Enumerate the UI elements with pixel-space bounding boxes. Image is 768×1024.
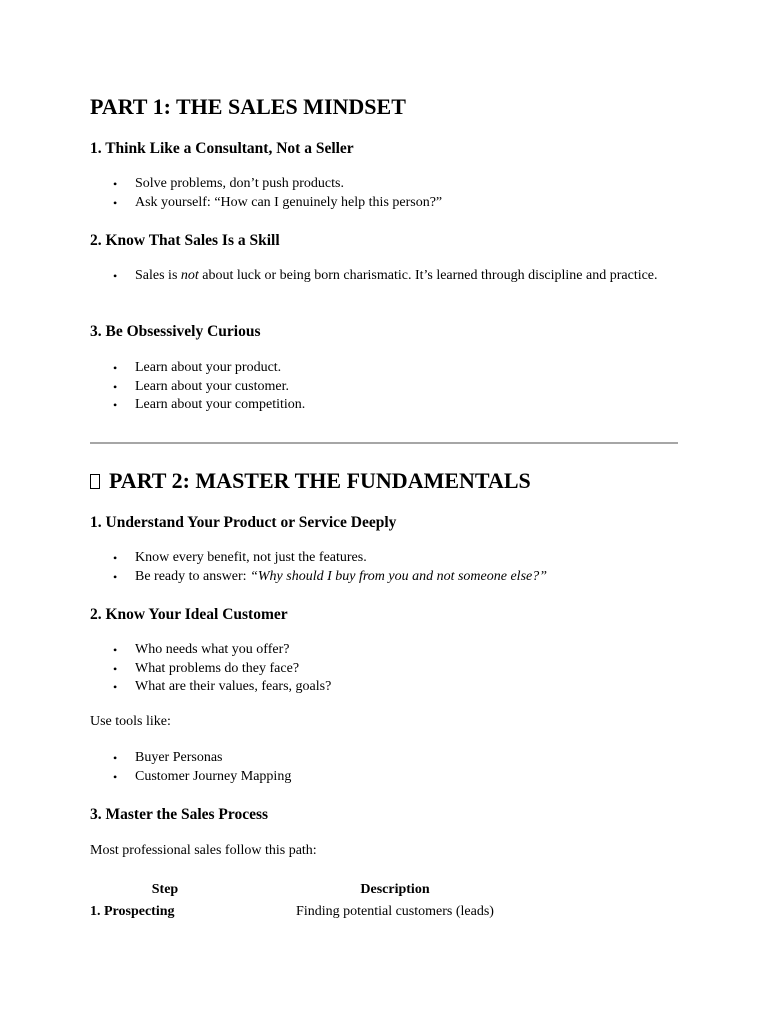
bullet-icon: • <box>113 177 118 191</box>
column-header: Description <box>360 882 430 897</box>
bullet-icon: • <box>113 551 118 565</box>
section-heading: 3. Be Obsessively Curious <box>90 323 261 340</box>
list-item: • Learn about your customer. <box>90 378 690 397</box>
bullet-icon: • <box>113 361 118 375</box>
column-header: Step <box>151 882 179 897</box>
part1-title: PART 1: THE SALES MINDSET <box>90 94 406 119</box>
bullet-icon: • <box>113 195 118 210</box>
list-item: • Who needs what you offer? <box>90 641 690 660</box>
list-item: • What problems do they face? <box>90 660 690 679</box>
bullet-icon: • <box>113 643 118 657</box>
bullet-list <box>90 175 690 212</box>
list-item: • Ask yourself: “How can I genuinely help this person?” <box>90 194 690 213</box>
bullet-icon: • <box>113 379 118 394</box>
section-heading: 3. Master the Sales Process <box>90 806 269 823</box>
bullet-icon: • <box>113 661 118 676</box>
list-item: • Customer Journey Mapping <box>90 768 690 787</box>
paragraph: Most professional sales follow this path: <box>90 843 317 858</box>
table-row <box>90 901 550 923</box>
list-item: • Buyer Personas <box>90 749 690 768</box>
bullet-list <box>90 749 690 786</box>
table-cell: Finding potential customers (leads) <box>296 904 494 919</box>
section-heading: 2. Know Your Ideal Customer <box>90 606 288 623</box>
part2-title: PART 2: MASTER THE FUNDAMENTALS <box>90 468 531 494</box>
section-heading: 1. Think Like a Consultant, Not a Seller <box>90 140 354 157</box>
bullet-icon: • <box>113 269 118 283</box>
bullet-icon: • <box>113 569 118 584</box>
bullet-icon: • <box>113 751 118 765</box>
horizontal-divider <box>90 442 678 444</box>
bullet-list <box>90 359 690 415</box>
list-item: • Know every benefit, not just the features. <box>90 549 690 568</box>
bullet-icon: • <box>113 769 118 784</box>
list-item: • Solve problems, don’t push products. <box>90 175 690 194</box>
list-item: • Learn about your product. <box>90 359 690 378</box>
list-item: • Learn about your competition. <box>90 396 690 415</box>
bullet-list <box>90 549 690 586</box>
section-heading: 1. Understand Your Product or Service Deeply <box>90 514 397 531</box>
list-item: • Sales is not about luck or being born charismatic. It’s learned through discipline and practice. <box>90 267 660 286</box>
bullet-icon: • <box>113 398 118 412</box>
section-heading: 2. Know That Sales Is a Skill <box>90 232 280 249</box>
missing-glyph-icon <box>90 474 100 489</box>
bullet-icon: • <box>113 680 118 694</box>
table-cell: 1. Prospecting <box>90 904 175 919</box>
paragraph: Use tools like: <box>90 714 171 729</box>
bullet-list <box>90 267 660 286</box>
list-item: • What are their values, fears, goals? <box>90 678 690 697</box>
list-item: • Be ready to answer: “Why should I buy from you and not someone else?” <box>90 568 690 587</box>
sales-process-table <box>90 879 550 923</box>
table-header-row <box>90 879 550 901</box>
bullet-list <box>90 641 690 697</box>
